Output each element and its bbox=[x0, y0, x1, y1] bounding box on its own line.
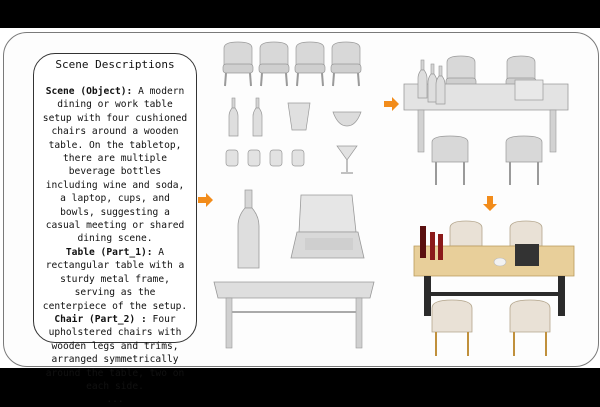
bottle-icon bbox=[253, 98, 262, 136]
panel-title: Scene Descriptions bbox=[55, 58, 175, 71]
chair-icon bbox=[259, 42, 289, 86]
cup-icon bbox=[248, 150, 260, 166]
cup-icon bbox=[292, 150, 304, 166]
cup-icon bbox=[270, 150, 282, 166]
ellipsis: ... bbox=[106, 394, 124, 406]
laptop-icon bbox=[291, 195, 364, 258]
part2-text: Four upholstered chairs with wooden legs and trims, arranged symmetrically around the table, two on each side. bbox=[45, 313, 185, 392]
bottle-icon bbox=[238, 190, 259, 268]
arrow-icon bbox=[198, 193, 213, 207]
cup-icon bbox=[226, 150, 238, 166]
arrow-icon bbox=[384, 97, 399, 111]
part1-text: A rectangular table with a sturdy metal frame, serving as the centerpiece of the setup. bbox=[42, 246, 188, 312]
part2-label: Chair (Part_2) : bbox=[54, 313, 147, 325]
arrow-icon bbox=[483, 196, 497, 211]
chair-icon bbox=[331, 42, 361, 86]
bottle-icon bbox=[229, 98, 238, 136]
table-icon bbox=[214, 282, 374, 348]
textured-scene bbox=[414, 221, 574, 356]
chair-icon bbox=[295, 42, 325, 86]
chair-icon bbox=[223, 42, 253, 86]
glass-icon bbox=[337, 146, 357, 173]
scene-text: A modern dining or work table setup with four cushioned chairs around a wooden table. On the tabletop, there are multiple beverage bottles including wine and soda, a laptop, cups, and bowls, suggesting a casual meeting or shared dining scene. bbox=[42, 86, 188, 245]
part1-label: Table (Part_1): bbox=[65, 246, 153, 258]
scene-label: Scene (Object): bbox=[45, 86, 133, 97]
bowl-icon bbox=[333, 112, 361, 126]
untextured-scene bbox=[404, 56, 568, 185]
cup-icon bbox=[288, 103, 310, 130]
